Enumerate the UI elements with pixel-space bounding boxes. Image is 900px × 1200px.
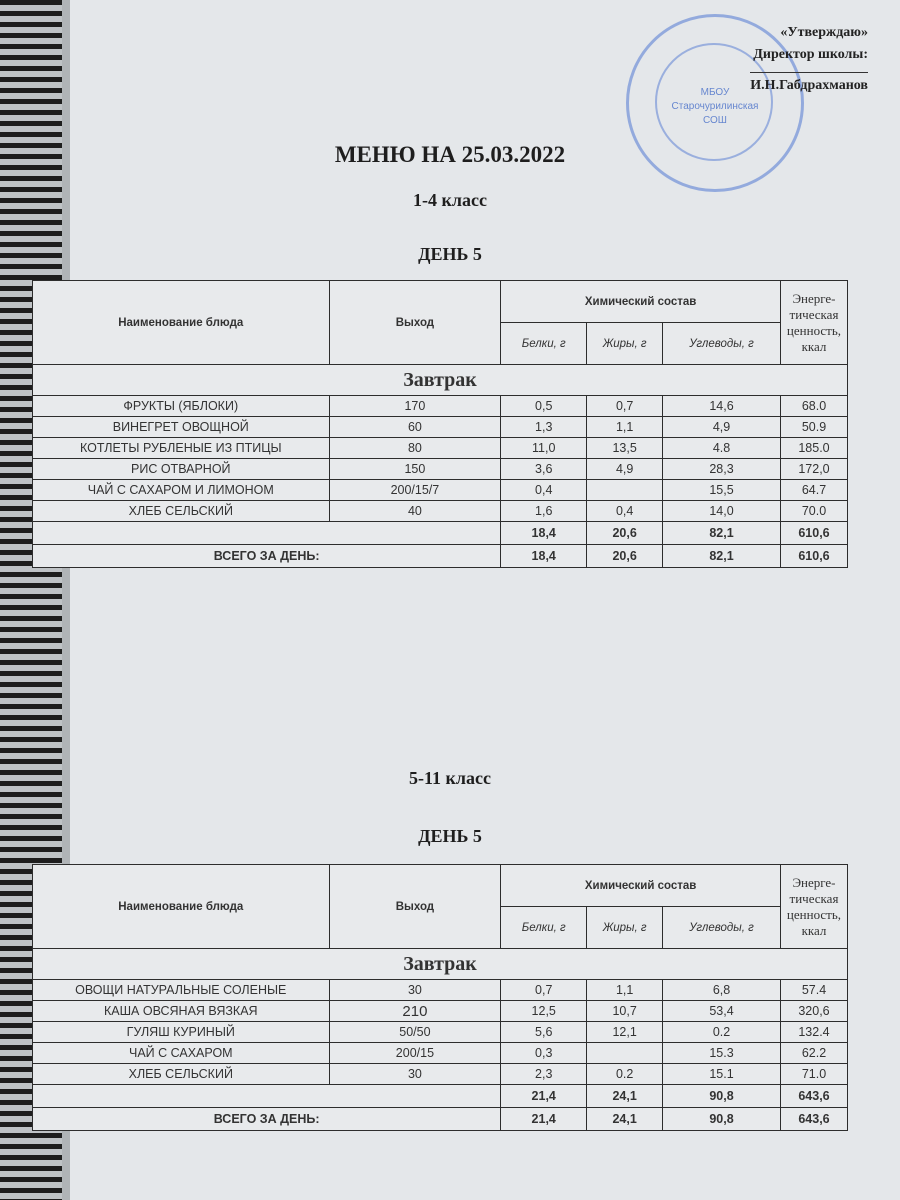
day-label-2: ДЕНЬ 5 xyxy=(418,826,482,846)
approve-title: «Утверждаю» xyxy=(780,25,868,40)
dish-fat: 0.2 xyxy=(587,1064,663,1085)
dish-name: КОТЛЕТЫ РУБЛЕНЫЕ ИЗ ПТИЦЫ xyxy=(33,438,330,459)
subtotal-row xyxy=(33,522,848,545)
table-row xyxy=(33,396,848,417)
day-label-1: ДЕНЬ 5 xyxy=(418,244,482,264)
class-label-1: 1-4 класс xyxy=(413,190,487,210)
dish-protein: 1,3 xyxy=(501,417,587,438)
total-carbs: 82,1 xyxy=(663,545,781,568)
dish-output: 200/15 xyxy=(329,1043,501,1064)
total-carbs: 90,8 xyxy=(663,1108,781,1131)
table-row xyxy=(33,438,848,459)
dish-fat xyxy=(587,1043,663,1064)
dish-protein: 2,3 xyxy=(501,1064,587,1085)
dish-fat: 1,1 xyxy=(587,980,663,1001)
subtotal-energy: 643,6 xyxy=(780,1085,847,1108)
col-header-fat: Жиры, г xyxy=(587,323,663,365)
dish-output: 200/15/7 xyxy=(329,480,501,501)
dish-fat xyxy=(587,480,663,501)
dish-output: 170 xyxy=(329,396,501,417)
dish-energy: 185.0 xyxy=(780,438,847,459)
dish-protein: 5,6 xyxy=(501,1022,587,1043)
total-protein: 21,4 xyxy=(501,1108,587,1131)
total-row xyxy=(33,545,848,568)
total-fat: 24,1 xyxy=(587,1108,663,1131)
dish-protein: 0,7 xyxy=(501,980,587,1001)
subtotal-energy: 610,6 xyxy=(780,522,847,545)
subtotal-carbs: 90,8 xyxy=(663,1085,781,1108)
dish-energy: 62.2 xyxy=(780,1043,847,1064)
table-row xyxy=(33,1064,848,1085)
subtotal-row xyxy=(33,1085,848,1108)
meal-label: Завтрак xyxy=(33,949,848,980)
total-label: ВСЕГО ЗА ДЕНЬ: xyxy=(33,1108,501,1131)
approval-block xyxy=(750,22,868,97)
dish-fat: 4,9 xyxy=(587,459,663,480)
dish-name: КАША ОВСЯНАЯ ВЯЗКАЯ xyxy=(33,1001,330,1022)
table-row xyxy=(33,501,848,522)
dish-name: ФРУКТЫ (ЯБЛОКИ) xyxy=(33,396,330,417)
dish-carbs: 0.2 xyxy=(663,1022,781,1043)
stamp-text-bottom: СОШ xyxy=(703,115,727,126)
meal-label: Завтрак xyxy=(33,365,848,396)
dish-carbs: 4,9 xyxy=(663,417,781,438)
col-header-protein: Белки, г xyxy=(501,323,587,365)
total-energy: 643,6 xyxy=(780,1108,847,1131)
dish-name: ХЛЕБ СЕЛЬСКИЙ xyxy=(33,501,330,522)
dish-fat: 13,5 xyxy=(587,438,663,459)
dish-carbs: 15.3 xyxy=(663,1043,781,1064)
menu-title: МЕНЮ НА 25.03.2022 xyxy=(334,142,566,167)
table-row xyxy=(33,1043,848,1064)
table-row xyxy=(33,1022,848,1043)
col-header-carbs: Углеводы, г xyxy=(663,907,781,949)
dish-energy: 132.4 xyxy=(780,1022,847,1043)
dish-protein: 3,6 xyxy=(501,459,587,480)
dish-name: ЧАЙ С САХАРОМ И ЛИМОНОМ xyxy=(33,480,330,501)
dish-carbs: 4.8 xyxy=(663,438,781,459)
dish-energy: 50.9 xyxy=(780,417,847,438)
total-energy: 610,6 xyxy=(780,545,847,568)
dish-protein: 0,3 xyxy=(501,1043,587,1064)
dish-protein: 1,6 xyxy=(501,501,587,522)
dish-carbs: 28,3 xyxy=(663,459,781,480)
col-header-carbs: Углеводы, г xyxy=(663,323,781,365)
approve-signature-name: И.Н.Габдрахманов xyxy=(750,72,868,97)
table-row xyxy=(33,1001,848,1022)
table-row xyxy=(33,459,848,480)
dish-carbs: 6,8 xyxy=(663,980,781,1001)
dish-energy: 320,6 xyxy=(780,1001,847,1022)
dish-protein: 0,4 xyxy=(501,480,587,501)
subtotal-fat: 24,1 xyxy=(587,1085,663,1108)
dish-energy: 172,0 xyxy=(780,459,847,480)
dish-carbs: 15.1 xyxy=(663,1064,781,1085)
col-header-name: Наименование блюда xyxy=(33,865,330,949)
table-row xyxy=(33,480,848,501)
dish-fat: 0,4 xyxy=(587,501,663,522)
col-header-name: Наименование блюда xyxy=(33,281,330,365)
col-header-energy: Энерге-тическая ценность, ккал xyxy=(780,865,847,949)
subtotal-fat: 20,6 xyxy=(587,522,663,545)
menu-table-2 xyxy=(32,864,848,1131)
dish-carbs: 15,5 xyxy=(663,480,781,501)
dish-name: ХЛЕБ СЕЛЬСКИЙ xyxy=(33,1064,330,1085)
dish-energy: 71.0 xyxy=(780,1064,847,1085)
dish-output: 40 xyxy=(329,501,501,522)
subtotal-carbs: 82,1 xyxy=(663,522,781,545)
dish-carbs: 14,6 xyxy=(663,396,781,417)
dish-output: 30 xyxy=(329,980,501,1001)
dish-name: РИС ОТВАРНОЙ xyxy=(33,459,330,480)
col-header-energy: Энерге-тическая ценность, ккал xyxy=(780,281,847,365)
subtotal-protein: 18,4 xyxy=(501,522,587,545)
dish-name: ГУЛЯШ КУРИНЫЙ xyxy=(33,1022,330,1043)
col-header-fat: Жиры, г xyxy=(587,907,663,949)
total-protein: 18,4 xyxy=(501,545,587,568)
dish-carbs: 14,0 xyxy=(663,501,781,522)
dish-output: 80 xyxy=(329,438,501,459)
subtotal-protein: 21,4 xyxy=(501,1085,587,1108)
col-header-output: Выход xyxy=(329,281,501,365)
dish-output: 30 xyxy=(329,1064,501,1085)
dish-output: 60 xyxy=(329,417,501,438)
dish-energy: 57.4 xyxy=(780,980,847,1001)
dish-fat: 10,7 xyxy=(587,1001,663,1022)
dish-name: ОВОЩИ НАТУРАЛЬНЫЕ СОЛЕНЫЕ xyxy=(33,980,330,1001)
dish-protein: 12,5 xyxy=(501,1001,587,1022)
dish-fat: 1,1 xyxy=(587,417,663,438)
total-fat: 20,6 xyxy=(587,545,663,568)
table-row xyxy=(33,980,848,1001)
table-row xyxy=(33,417,848,438)
class-label-2: 5-11 класс xyxy=(409,768,491,788)
approve-role: Директор школы: xyxy=(753,47,868,62)
col-header-chem: Химический состав xyxy=(501,865,781,907)
menu-table-1 xyxy=(32,280,848,568)
dish-carbs: 53,4 xyxy=(663,1001,781,1022)
col-header-protein: Белки, г xyxy=(501,907,587,949)
dish-name: ВИНЕГРЕТ ОВОЩНОЙ xyxy=(33,417,330,438)
dish-fat: 12,1 xyxy=(587,1022,663,1043)
dish-energy: 64.7 xyxy=(780,480,847,501)
stamp-text-middle: Старочурилинская xyxy=(671,101,759,112)
dish-output: 150 xyxy=(329,459,501,480)
dish-energy: 68.0 xyxy=(780,396,847,417)
total-row xyxy=(33,1108,848,1131)
dish-protein: 11,0 xyxy=(501,438,587,459)
col-header-chem: Химический состав xyxy=(501,281,781,323)
stamp-text-center: МБОУ xyxy=(700,87,730,98)
dish-fat: 0,7 xyxy=(587,396,663,417)
dish-energy: 70.0 xyxy=(780,501,847,522)
dish-name: ЧАЙ С САХАРОМ xyxy=(33,1043,330,1064)
col-header-output: Выход xyxy=(329,865,501,949)
total-label: ВСЕГО ЗА ДЕНЬ: xyxy=(33,545,501,568)
dish-output: 210 xyxy=(329,1001,501,1022)
dish-protein: 0,5 xyxy=(501,396,587,417)
dish-output: 50/50 xyxy=(329,1022,501,1043)
